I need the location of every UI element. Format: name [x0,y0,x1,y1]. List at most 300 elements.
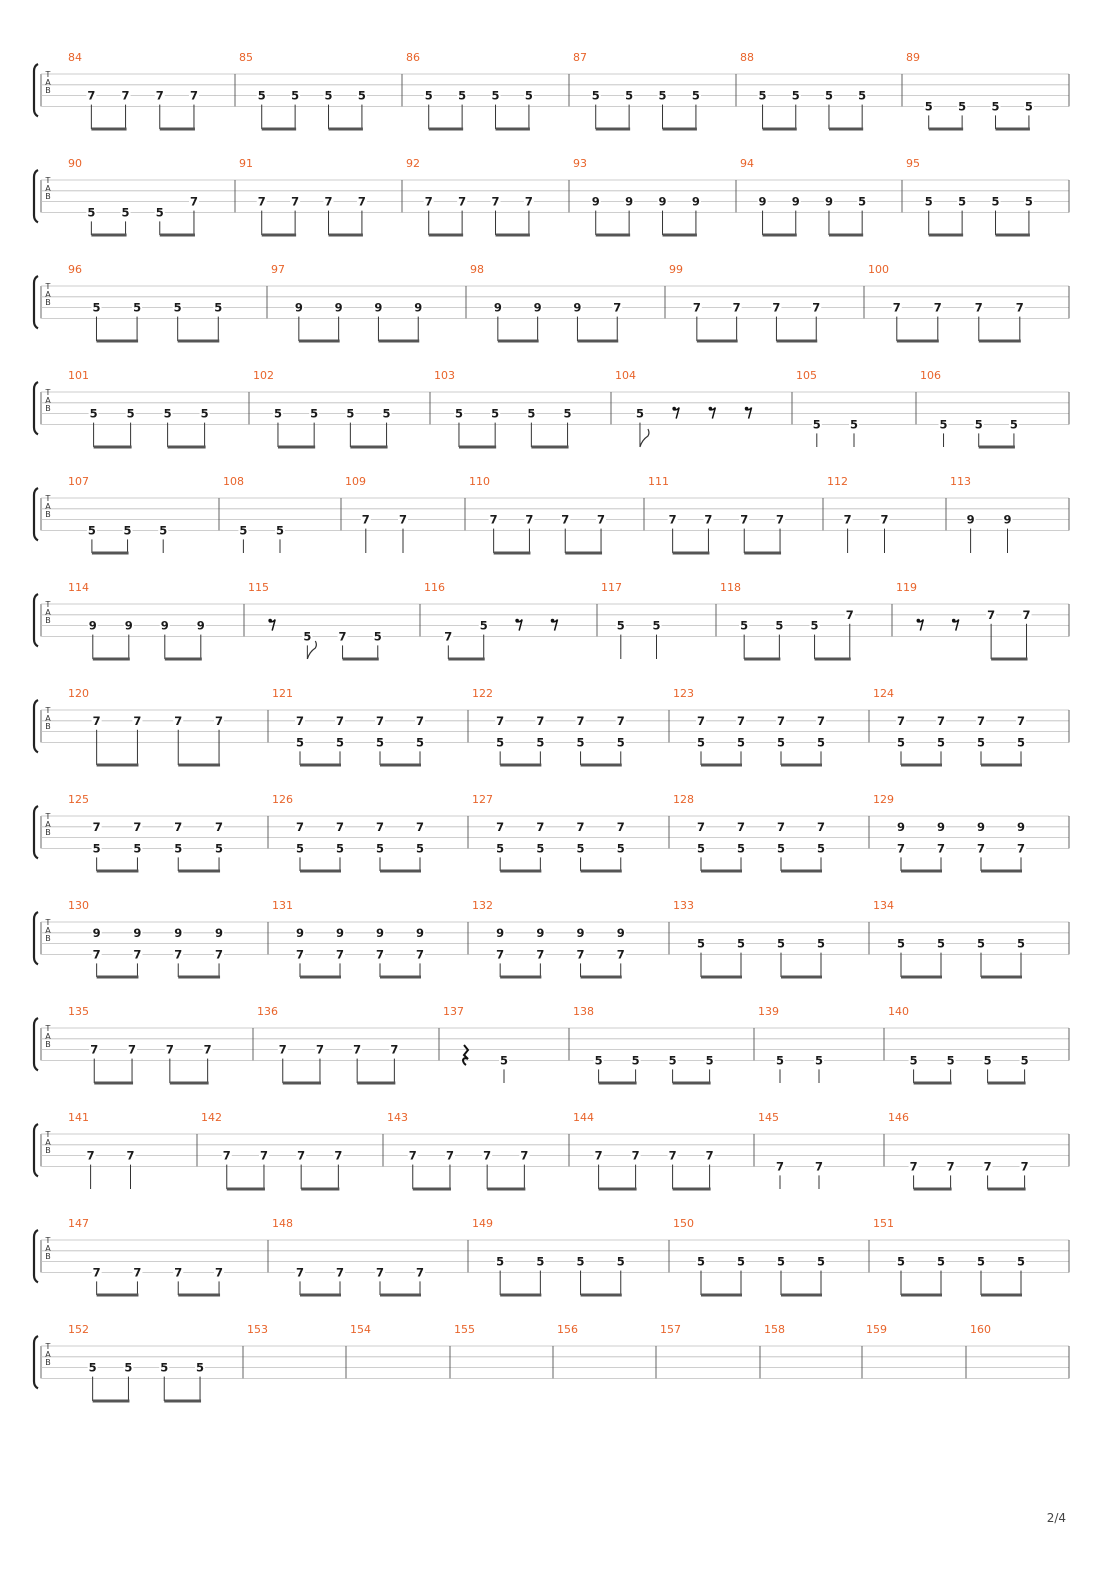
beam [981,870,1022,873]
tab-system [34,157,1069,237]
beam [178,764,220,767]
measure-number: 144 [573,1111,594,1124]
fret-number: 5 [155,205,164,220]
tab-clef-letter: A [45,714,51,723]
beam [577,340,618,343]
fret-number: 5 [576,1254,585,1269]
fret-number: 5 [858,88,867,103]
fret-number: 5 [983,1053,992,1068]
beam [448,658,484,661]
measure [406,51,534,131]
beat [824,195,834,235]
fret-number: 7 [92,713,101,728]
fret-number: 5 [1009,417,1018,432]
measure [873,1217,1026,1297]
fret-number: 5 [812,417,821,432]
beat [591,89,601,129]
beam [380,870,421,873]
measure [557,1323,578,1336]
measure [223,475,285,553]
fret-number: 5 [303,629,312,644]
beat [89,1043,99,1083]
measure-number: 160 [970,1323,991,1336]
beat [775,1053,785,1083]
fret-number: 7 [375,947,385,962]
beam [168,446,206,449]
fret-number: 9 [196,618,205,633]
system-bracket [34,1230,38,1282]
fret-number: 9 [414,300,423,315]
tab-clef-letter: A [45,1032,51,1041]
measure-number: 123 [673,687,694,700]
measure [873,793,1026,873]
measure-number: 112 [827,475,848,488]
rest [268,619,275,631]
fret-number: 5 [791,88,800,103]
measure [201,1111,343,1191]
measure [68,899,224,979]
measure-number: 116 [424,581,445,594]
beat [238,523,248,553]
beam [164,1400,201,1403]
fret-number: 7 [936,841,946,856]
tab-clef-letter: T [45,706,51,715]
measure-number: 101 [68,369,89,382]
beat [89,407,99,447]
beam [781,976,822,979]
fret-number: 7 [335,713,345,728]
beam [97,976,139,979]
beat [936,714,946,765]
beam [763,234,797,237]
beam [897,340,939,343]
fret-number: 5 [625,88,634,103]
beat [658,195,668,235]
fret-number: 9 [824,194,833,209]
measure [68,157,199,237]
fret-number: 7 [278,1042,287,1057]
measure [796,369,859,447]
fret-number: 7 [536,819,545,834]
fret-number: 7 [415,1265,425,1280]
fret-number: 9 [976,819,986,834]
beat [812,417,822,447]
measure-number: 93 [573,157,587,170]
beat [810,619,820,659]
beam [581,976,622,979]
fret-number: 7 [375,1265,385,1280]
beam [94,1082,133,1085]
fret-number: 9 [374,300,383,315]
beam [165,658,202,661]
fret-number: 5 [576,735,585,750]
beat [957,99,967,129]
beat [495,714,505,765]
beat [200,407,210,447]
beat [173,301,183,341]
fret-number: 7 [696,713,706,728]
beat [814,1159,824,1189]
measure-number: 132 [472,899,493,912]
beat [415,714,425,765]
beat [196,619,206,659]
beat [732,301,742,341]
fret-number: 5 [775,1053,785,1068]
fret-number: 7 [936,713,946,728]
measure-number: 151 [873,1217,894,1230]
fret-number: 5 [295,841,305,856]
measure [601,581,662,659]
fret-number: 9 [758,194,767,209]
beat [86,205,96,235]
beat [776,1255,786,1295]
measure [272,899,425,979]
fret-number: 7 [983,1159,992,1174]
eighth-rest-icon [516,620,522,631]
fret-number: 9 [591,194,600,209]
beam [343,658,379,661]
measure-number: 104 [615,369,636,382]
fret-number: 7 [776,713,786,728]
system-bracket [34,594,38,646]
measure-number: 89 [906,51,920,64]
fret-number: 5 [849,417,859,432]
tab-clef-letter: T [45,1236,51,1245]
fret-number: 7 [736,819,746,834]
fret-number: 9 [576,925,585,940]
fret-number: 7 [295,713,305,728]
beat [214,1265,224,1295]
beat [159,1361,169,1401]
beat [324,195,334,235]
fret-number: 9 [533,300,542,315]
measure-number: 133 [673,899,694,912]
measure [866,1323,887,1336]
beat [127,1043,137,1083]
measure-number: 155 [454,1323,475,1336]
beat [811,301,821,341]
fret-number: 5 [373,629,382,644]
fret-number: 5 [123,523,132,538]
beat [880,513,890,553]
beat [454,407,464,447]
measure [648,475,785,555]
fret-number: 9 [1003,512,1012,527]
beat [123,523,133,553]
beat [296,1149,306,1189]
fret-number: 5 [382,406,391,421]
fret-number: 5 [491,406,500,421]
fret-number: 5 [924,194,933,209]
fret-number: 5 [946,1053,955,1068]
tab-clef-letter: T [45,812,51,821]
beat [338,629,348,659]
beat [591,195,601,235]
measure-number: 97 [271,263,285,276]
rest [952,619,959,631]
beat [576,926,586,977]
beam [979,446,1015,449]
fret-number: 5 [335,735,345,750]
fret-number: 5 [936,735,946,750]
fret-number: 5 [424,88,433,103]
fret-number: 5 [976,735,986,750]
fret-number: 5 [1024,99,1033,114]
tab-clef-letter: B [45,1040,51,1049]
fret-number: 5 [346,406,355,421]
fret-number: 7 [816,819,826,834]
fret-number: 7 [315,1042,324,1057]
beat [491,89,501,129]
fret-number: 5 [816,841,826,856]
fret-number: 7 [155,88,164,103]
beat [257,195,267,235]
system-bracket [34,912,38,964]
fret-number: 7 [812,300,821,315]
fret-number: 5 [563,406,572,421]
fret-number: 5 [133,841,142,856]
beam [300,870,341,873]
measure [573,51,701,131]
beat [576,820,586,871]
measure-number: 148 [272,1217,293,1230]
measure-number: 134 [873,899,894,912]
beat [495,926,505,977]
measure-number: 140 [888,1005,909,1018]
beat [896,937,906,977]
beam [673,1082,711,1085]
tab-clef-letter: A [45,396,51,405]
beat [736,714,746,765]
fret-number: 5 [896,735,906,750]
fret-number: 5 [858,194,867,209]
measure-number: 115 [248,581,269,594]
tab-system [34,793,1069,873]
beat [696,1255,706,1295]
fret-number: 5 [776,936,786,951]
fret-number: 5 [939,417,948,432]
fret-number: 5 [527,406,536,421]
fret-number: 5 [824,88,833,103]
measure-number: 124 [873,687,894,700]
beam [299,340,340,343]
fret-number: 7 [775,1159,785,1174]
measure [573,1111,715,1191]
beam [981,1294,1022,1297]
beat [479,619,489,659]
beam [996,234,1030,237]
eighth-rest-icon [917,620,923,631]
fret-number: 7 [126,1148,135,1163]
beat [424,195,434,235]
tab-clef-letter: B [45,1358,51,1367]
measure-number: 117 [601,581,622,594]
fret-number: 5 [631,1053,640,1068]
measure-number: 127 [472,793,493,806]
measure-number: 129 [873,793,894,806]
beat [983,1053,993,1083]
beam [160,128,195,131]
measure [472,687,626,767]
beat [696,937,706,977]
fret-number: 9 [92,925,101,940]
beam [494,552,531,555]
beat [791,89,801,129]
fret-number: 7 [740,512,749,527]
beat [92,714,102,765]
beat [936,1255,946,1295]
beat [843,513,853,553]
fret-number: 5 [616,735,625,750]
measure-number: 153 [247,1323,268,1336]
beam [929,234,963,237]
fret-number: 5 [976,1254,986,1269]
fret-number: 7 [189,88,198,103]
measure [68,1217,224,1297]
beam [914,1082,952,1085]
beat [776,937,786,977]
measure-number: 92 [406,157,420,170]
beat [572,301,582,341]
fret-number: 5 [88,1360,97,1375]
measure [673,899,826,979]
beat [324,89,334,129]
beat [849,417,859,447]
beat [705,1149,715,1189]
beat [357,195,367,235]
beat [624,195,634,235]
tab-clef-letter: T [45,918,51,927]
fret-number: 9 [375,925,385,940]
beat [415,1265,425,1295]
fret-number: 5 [87,523,96,538]
fret-number: 7 [1016,841,1026,856]
measure-number: 109 [345,475,366,488]
fret-number: 5 [536,841,545,856]
beat [976,937,986,977]
beat [1009,417,1019,447]
beat [939,417,949,447]
beam [979,340,1021,343]
beam [227,1188,265,1191]
measure [406,157,534,237]
measure-number: 156 [557,1323,578,1336]
measure-number: 121 [272,687,293,700]
rest [917,619,924,631]
measure-number: 90 [68,157,82,170]
tab-clef-letter: B [45,1252,51,1261]
fret-number: 5 [736,841,746,856]
beat [457,89,467,129]
system-bracket [34,64,38,116]
fret-number: 7 [335,1265,345,1280]
beat [373,301,383,341]
beat [424,89,434,129]
beat [946,1159,956,1189]
beat [635,407,649,447]
measure-number: 96 [68,263,82,276]
fret-number: 5 [976,936,986,951]
beat [445,1149,455,1189]
beat [1016,1255,1026,1295]
tab-clef-letter: T [45,600,51,609]
beat [771,301,781,341]
beam [91,234,126,237]
fret-number: 5 [958,99,967,114]
beam [981,764,1022,767]
fret-number: 5 [696,735,706,750]
measure [764,1323,785,1336]
fret-number: 5 [1020,1053,1029,1068]
system-bracket [34,382,38,434]
measure-number: 108 [223,475,244,488]
measure [920,369,1019,449]
beat [814,1053,824,1083]
measure-number: 106 [920,369,941,382]
fret-number: 7 [668,1148,677,1163]
fret-number: 7 [353,1042,362,1057]
fret-number: 7 [987,607,996,622]
beat [1020,1159,1030,1189]
beam [596,128,630,131]
fret-number: 7 [375,713,385,728]
beat [791,195,801,235]
measure-number: 98 [470,263,484,276]
measure [68,51,199,131]
beat [155,205,165,235]
tab-system [34,369,1069,449]
fret-number: 7 [334,1148,343,1163]
beat [214,714,224,765]
beam [744,552,781,555]
beat [909,1159,919,1189]
system-bracket [34,1018,38,1070]
measure-number: 152 [68,1323,89,1336]
fret-number: 9 [936,819,946,834]
tab-system [34,1111,1069,1191]
measure [387,1111,529,1191]
fret-number: 5 [896,1254,906,1269]
fret-number: 9 [335,925,345,940]
system-bracket [34,1336,38,1388]
measure [906,157,1034,237]
fret-number: 5 [324,88,333,103]
fret-number: 7 [415,947,425,962]
beam [329,128,363,131]
fret-number: 7 [880,512,889,527]
fret-number: 7 [616,713,625,728]
beat [335,926,345,977]
beam [901,976,942,979]
tab-clef-letter: A [45,820,51,829]
beam [278,446,315,449]
fret-number: 7 [390,1042,399,1057]
fret-number: 5 [124,1360,133,1375]
beam [496,234,530,237]
measure [472,899,626,979]
fret-number: 5 [257,88,266,103]
beat [493,301,503,341]
beat [482,1149,492,1189]
measure [573,1005,715,1085]
measure [758,1005,824,1083]
measure [68,687,224,767]
rest [515,619,522,631]
fret-number: 5 [816,936,826,951]
tab-clef-letter: B [45,86,51,95]
beat [132,714,142,765]
fret-number: 5 [496,1254,505,1269]
